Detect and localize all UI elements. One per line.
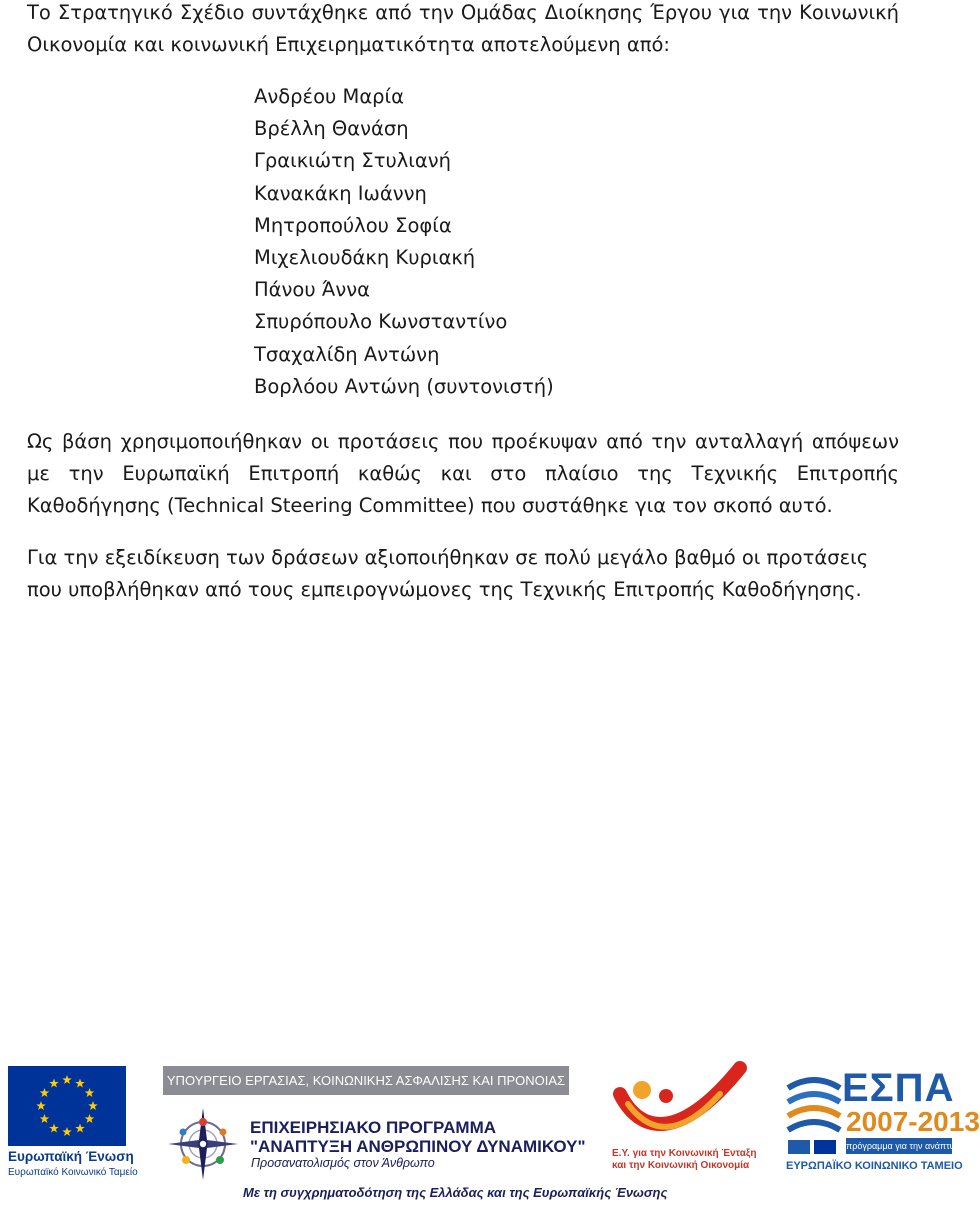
programme-title: ΕΠΙΧΕΙΡΗΣΙΑΚΟ ΠΡΟΓΡΑΜΜΑ "ΑΝΑΠΤΥΞΗ ΑΝΘΡΩΠΙΝΟΥ ΔΥΝΑΜΙΚΟΥ" [250, 1118, 586, 1156]
list-item: Τσαχαλίδη Αντώνη [254, 342, 440, 366]
list-item: Βορλόου Αντώνη (συντονιστή) [254, 374, 554, 398]
eu-star-icon [85, 1088, 95, 1097]
list-item: Γραικιώτη Στυλιανή [254, 149, 451, 173]
espa-fund: ΕΥΡΩΠΑΪΚΟ ΚΟΙΝΩΝΙΚΟ ΤΑΜΕΙΟ [786, 1160, 963, 1172]
eu-star-icon [40, 1088, 50, 1097]
list-item: Πάνου Άννα [254, 278, 370, 302]
eu-star-icon [40, 1114, 50, 1123]
specification-paragraph: Για την εξειδίκευση των δράσεων αξιοποιήθηκαν σε πολύ μεγάλο βαθμό οι προτάσεις που υποβλήθηκαν από τους εμπειρογνώμονες της Τεχνικής Επιτροπής Καθοδήγησης. [27, 546, 869, 601]
compass-icon [166, 1104, 240, 1184]
eu-fund: Ευρωπαϊκό Κοινωνικό Ταμείο [8, 1167, 138, 1178]
ey-caption: Ε.Υ. για την Κοινωνική Ένταξη και την Κοινωνική Οικονομία [612, 1148, 757, 1171]
eu-star-icon [62, 1075, 72, 1084]
intro-paragraph: Το Στρατηγικό Σχέδιο συντάχθηκε από την Ομάδας Διοίκησης Έργου για την Κοινωνική Οικονομία και κοινωνική Επιχειρηματικότητα αποτελούμενη από: [27, 1, 899, 56]
team-member-list [254, 81, 554, 403]
eu-star-icon [75, 1124, 85, 1133]
basis-paragraph: Ως βάση χρησιμοποιήθηκαν οι προτάσεις που προέκυψαν από την ανταλλαγή απόψεων με την Ευρωπαϊκή Επιτροπή καθώς και στο πλαίσιο της Τεχνικής Επιτροπής Καθοδήγησης (Technical Steering Committee) που συστάθηκε για τον σκοπό αυτό. [27, 430, 899, 517]
list-item: Μιχελιουδάκη Κυριακή [254, 246, 476, 270]
espa-wave-icon [784, 1068, 844, 1164]
list-item: Σπυρόπουλο Κωνσταντίνο [254, 310, 508, 334]
espa-word: ΕΣΠΑ [842, 1066, 955, 1110]
list-item: Κανακάκη Ιωάννη [254, 181, 427, 205]
eu-star-icon [49, 1078, 59, 1087]
eu-star-icon [75, 1078, 85, 1087]
eu-name: Ευρωπαϊκή Ένωση [8, 1149, 134, 1164]
list-item: Ανδρέου Μαρία [254, 85, 405, 108]
eu-logo [8, 1066, 138, 1182]
eu-star-icon [62, 1127, 72, 1136]
ministry-banner: ΥΠΟΥΡΓΕΙΟ ΕΡΓΑΣΙΑΣ, ΚΟΙΝΩΝΙΚΗΣ ΑΣΦΑΛΙΣΗΣ ΚΑΙ ΠΡΟΝΟΙΑΣ [163, 1066, 569, 1095]
list-item: Βρέλλη Θανάση [254, 117, 409, 141]
cofunding-note: Με τη συγχρηματοδότηση της Ελλάδας και της Ευρωπαϊκής Ένωσης [243, 1185, 668, 1200]
eu-star-icon [36, 1101, 46, 1110]
eu-star-icon [49, 1124, 59, 1133]
list-item: Μητροπούλου Σοφία [254, 213, 452, 237]
espa-years: 2007-2013 [846, 1106, 980, 1137]
programme-subtitle: Προσανατολισμός στον Άνθρωπο [251, 1156, 435, 1170]
eu-star-icon [88, 1101, 98, 1110]
espa-tagline: πρόγραμμα για την ανάπτυξη [846, 1138, 952, 1154]
footer-logos [0, 1060, 980, 1209]
eu-star-icon [85, 1114, 95, 1123]
eu-flag-icon [8, 1066, 126, 1146]
